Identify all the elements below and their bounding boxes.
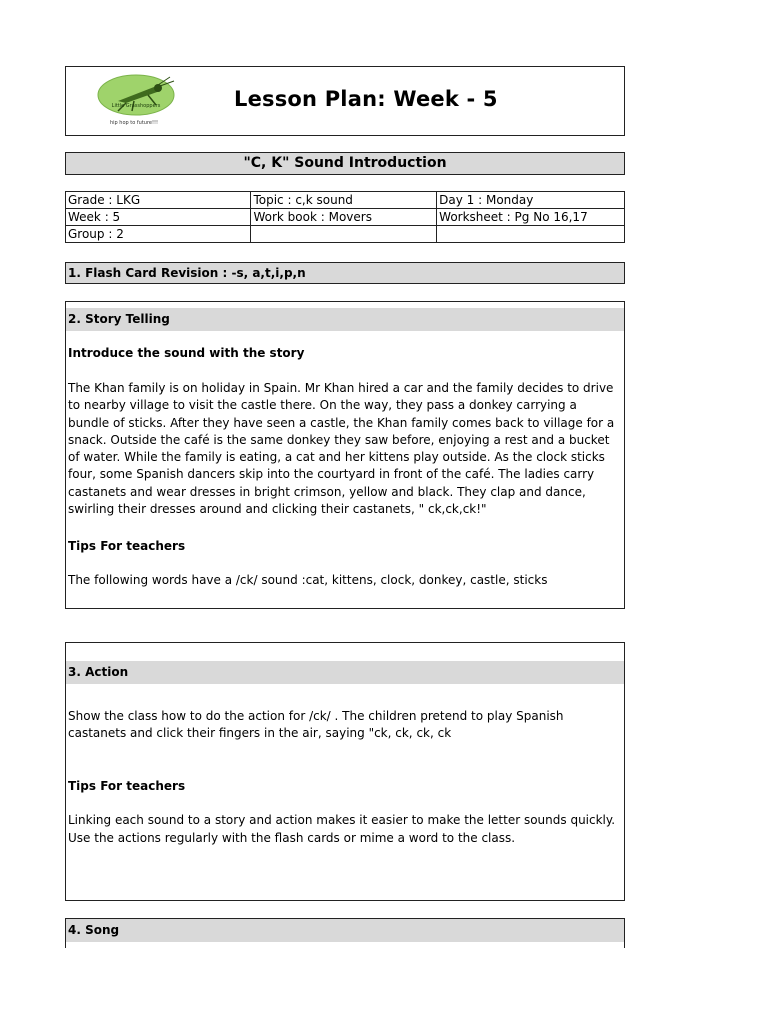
table-cell: Day 1 : Monday [437, 192, 625, 209]
story-body: The Khan family is on holiday in Spain. Mr Khan hired a car and the family decides to drive to nearby village to visit the castle there. On the way, they pass a donkey carrying a bundle of sticks. After they have seen a castle, the Khan family comes back to village for a snack. Outside the café is the same donkey they saw before, enjoying a rest and a bucket of water. While the family is eating, a cat and her kittens play outside. As the clock sticks four, some Spanish dancers skip into the courtyard in front of the café. The ladies carry castanets and wear dresses in bright crimson, yellow and black. They clap and dance, swirling their dresses around and clicking their castanets, " ck,ck,ck!" [68, 381, 615, 517]
table-cell: Work book : Movers [251, 209, 437, 226]
flash-card-section [65, 262, 625, 284]
header-box [65, 66, 625, 136]
flash-card-label: 1. Flash Card Revision : -s, a,t,i,p,n [68, 266, 306, 280]
table-row [66, 192, 625, 209]
story-section [65, 301, 625, 609]
table-row [66, 226, 625, 243]
lesson-subtitle: "C, K" Sound Introduction [243, 155, 447, 171]
action-section [65, 642, 625, 901]
action-heading: 3. Action [66, 661, 624, 684]
info-table [65, 191, 625, 243]
table-cell [251, 226, 437, 243]
action-body: Show the class how to do the action for /ck/ . The children pretend to play Spanish castanets and click their fingers in the air, saying "ck, ck, ck, ck [68, 709, 564, 741]
story-heading: 2. Story Telling [66, 308, 624, 331]
page-title: Lesson Plan: Week - 5 [234, 87, 498, 111]
table-cell: Week : 5 [66, 209, 251, 226]
action-tips-heading: Tips For teachers [68, 779, 186, 793]
action-tips-line2: Use the actions regularly with the flash cards or mime a word to the class. [68, 831, 516, 845]
song-heading: 4. Song [66, 919, 624, 942]
table-cell: Topic : c,k sound [251, 192, 437, 209]
story-intro: Introduce the sound with the story [68, 346, 305, 360]
grasshopper-logo [96, 73, 186, 129]
story-tips-heading: Tips For teachers [68, 539, 186, 553]
subtitle-box [65, 152, 625, 175]
story-tips: The following words have a /ck/ sound :cat, kittens, clock, donkey, castle, sticks [68, 573, 548, 587]
song-section [65, 918, 625, 948]
table-cell: Group : 2 [66, 226, 251, 243]
table-cell [437, 226, 625, 243]
table-cell: Worksheet : Pg No 16,17 [437, 209, 625, 226]
table-cell: Grade : LKG [66, 192, 251, 209]
logo-text: Little Grasshoppers [111, 103, 161, 109]
table-row [66, 209, 625, 226]
action-tips-line1: Linking each sound to a story and action makes it easier to make the letter sounds quickly. [68, 813, 616, 827]
logo-tagline: hip hop to future!!! [109, 120, 159, 126]
